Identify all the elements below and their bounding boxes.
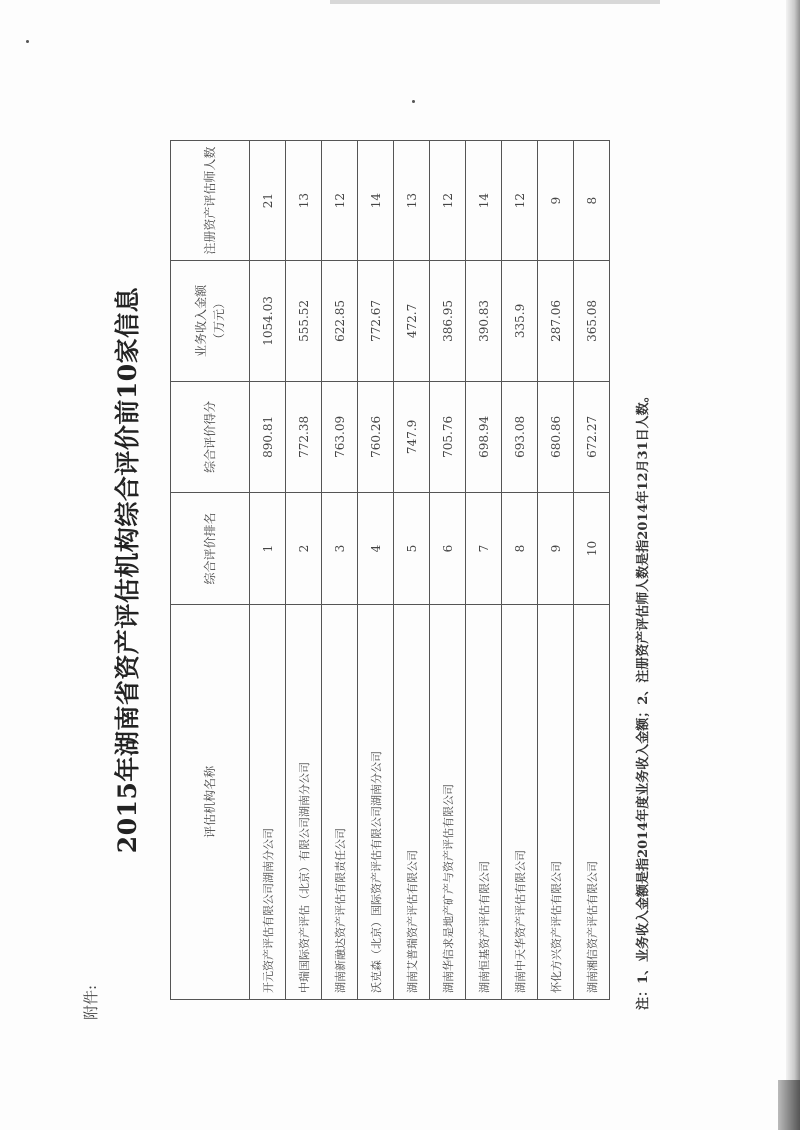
cell-score: 705.76 bbox=[430, 381, 466, 493]
cell-name: 湖南湘信资产评估有限公司 bbox=[574, 604, 610, 999]
cell-appraisers: 8 bbox=[574, 141, 610, 261]
table-row bbox=[430, 141, 466, 1000]
cell-name: 中瑞国际资产评估（北京）有限公司湖南分公司 bbox=[286, 604, 322, 999]
cell-revenue: 1054.03 bbox=[250, 261, 286, 381]
table-row bbox=[574, 141, 610, 1000]
scan-speck bbox=[26, 40, 29, 43]
cell-revenue: 772.67 bbox=[358, 261, 394, 381]
cell-name: 湖南新融达资产评估有限责任公司 bbox=[322, 604, 358, 999]
cell-name: 湖南华信求是地产矿产与资产评估有限公司 bbox=[430, 604, 466, 999]
header-rank: 综合评价排名 bbox=[171, 493, 250, 605]
cell-appraisers: 12 bbox=[430, 141, 466, 261]
cell-appraisers: 13 bbox=[286, 141, 322, 261]
header-name: 评估机构名称 bbox=[171, 604, 250, 999]
cell-appraisers: 12 bbox=[322, 141, 358, 261]
cell-score: 760.26 bbox=[358, 381, 394, 493]
header-revenue-line1: 业务收入金额 bbox=[194, 284, 208, 357]
rotated-document bbox=[60, 110, 740, 1030]
cell-revenue: 555.52 bbox=[286, 261, 322, 381]
cell-score: 698.94 bbox=[466, 381, 502, 493]
header-revenue bbox=[171, 261, 250, 381]
cell-revenue: 386.95 bbox=[430, 261, 466, 381]
cell-rank: 7 bbox=[466, 493, 502, 605]
cell-rank: 4 bbox=[358, 493, 394, 605]
cell-score: 680.86 bbox=[538, 381, 574, 493]
table-row bbox=[322, 141, 358, 1000]
scan-edge-dark bbox=[778, 1080, 800, 1130]
cell-appraisers: 13 bbox=[394, 141, 430, 261]
cell-name: 沃克森（北京）国际资产评估有限公司湖南分公司 bbox=[358, 604, 394, 999]
table-row bbox=[502, 141, 538, 1000]
cell-rank: 2 bbox=[286, 493, 322, 605]
cell-score: 890.81 bbox=[250, 381, 286, 493]
document-title: 2015年湖南省资产评估机构综合评价前10家信息 bbox=[113, 286, 142, 854]
cell-revenue: 622.85 bbox=[322, 261, 358, 381]
cell-name: 湖南中天华资产评估有限公司 bbox=[502, 604, 538, 999]
header-appraisers: 注册资产评估师人数 bbox=[171, 141, 250, 261]
cell-rank: 6 bbox=[430, 493, 466, 605]
cell-rank: 5 bbox=[394, 493, 430, 605]
cell-score: 693.08 bbox=[502, 381, 538, 493]
footnote: 注：1、业务收入金额是指2014年度业务收入金额；2、注册资产评估师人数是指2014年12月31日人数。 bbox=[636, 389, 651, 1010]
header-revenue-line2: （万元） bbox=[212, 296, 226, 345]
scan-speck bbox=[412, 100, 415, 103]
cell-appraisers: 9 bbox=[538, 141, 574, 261]
cell-score: 747.9 bbox=[394, 381, 430, 493]
table-row bbox=[250, 141, 286, 1000]
cell-rank: 3 bbox=[322, 493, 358, 605]
cell-appraisers: 12 bbox=[502, 141, 538, 261]
table-header-row bbox=[171, 141, 250, 1000]
cell-appraisers: 14 bbox=[466, 141, 502, 261]
cell-rank: 10 bbox=[574, 493, 610, 605]
table-row bbox=[466, 141, 502, 1000]
cell-revenue: 335.9 bbox=[502, 261, 538, 381]
cell-score: 763.09 bbox=[322, 381, 358, 493]
cell-appraisers: 14 bbox=[358, 141, 394, 261]
cell-revenue: 365.08 bbox=[574, 261, 610, 381]
cell-appraisers: 21 bbox=[250, 141, 286, 261]
ranking-table bbox=[170, 140, 610, 1000]
cell-name: 湖南恒基资产评估有限公司 bbox=[466, 604, 502, 999]
scan-shadow bbox=[330, 0, 660, 4]
table-row bbox=[286, 141, 322, 1000]
attachment-label: 附件: bbox=[82, 984, 100, 1020]
cell-name: 怀化方兴资产评估有限公司 bbox=[538, 604, 574, 999]
cell-name: 湖南艾普瑞资产评估有限公司 bbox=[394, 604, 430, 999]
cell-rank: 1 bbox=[250, 493, 286, 605]
header-score: 综合评价得分 bbox=[171, 381, 250, 493]
cell-name: 开元资产评估有限公司湖南分公司 bbox=[250, 604, 286, 999]
table-row bbox=[538, 141, 574, 1000]
cell-rank: 8 bbox=[502, 493, 538, 605]
cell-rank: 9 bbox=[538, 493, 574, 605]
scan-edge bbox=[786, 0, 800, 1130]
cell-revenue: 390.83 bbox=[466, 261, 502, 381]
cell-revenue: 472.7 bbox=[394, 261, 430, 381]
cell-revenue: 287.06 bbox=[538, 261, 574, 381]
table-row bbox=[358, 141, 394, 1000]
cell-score: 772.38 bbox=[286, 381, 322, 493]
table-row bbox=[394, 141, 430, 1000]
cell-score: 672.27 bbox=[574, 381, 610, 493]
